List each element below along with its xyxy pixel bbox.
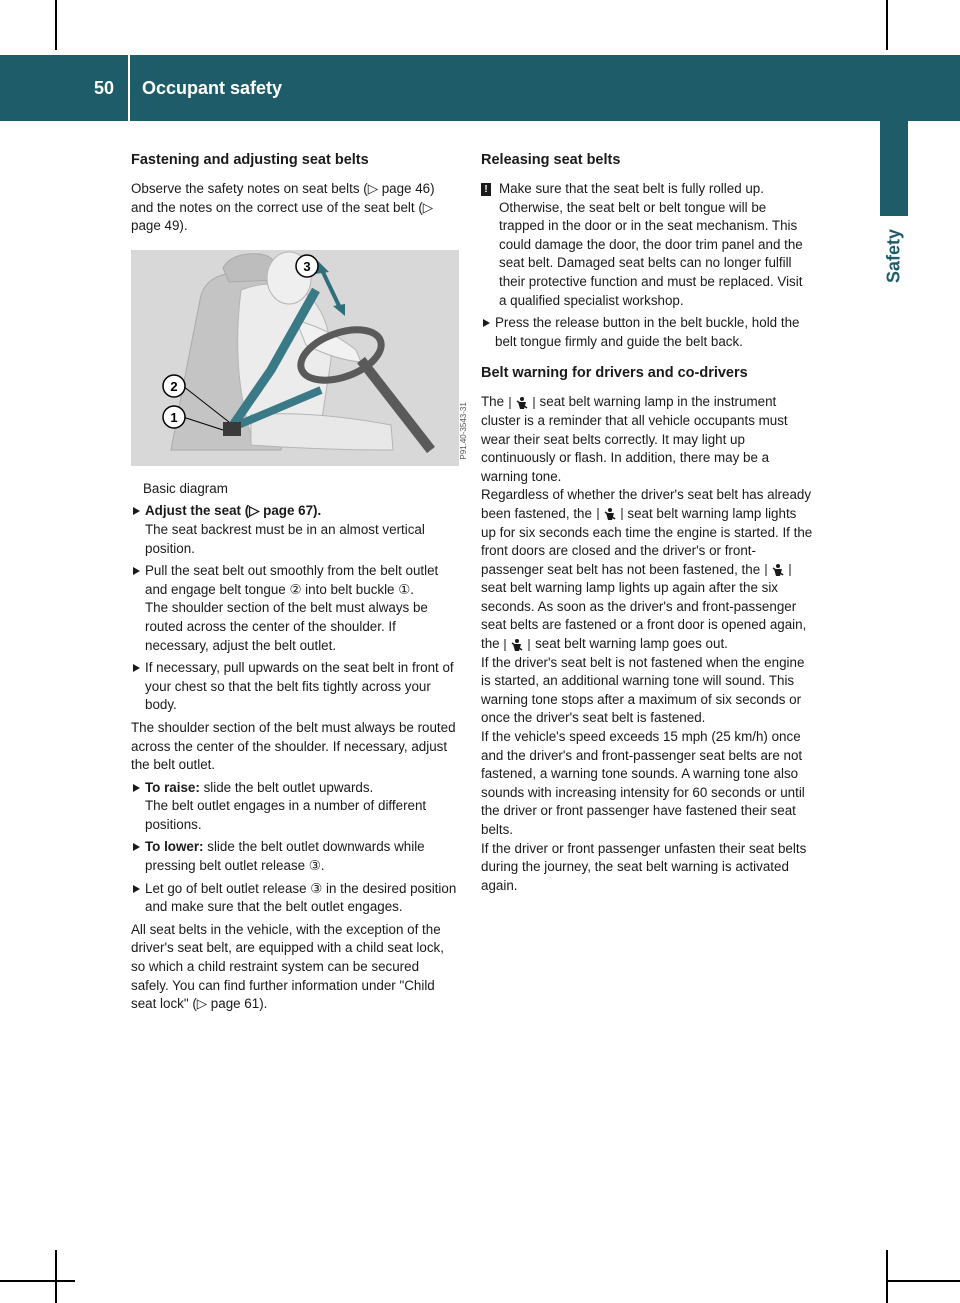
callout-1 [163, 406, 185, 428]
page-number: 50 [93, 78, 115, 98]
right-column [481, 150, 813, 895]
svg-text:2: 2 [170, 378, 178, 394]
seat-belt-warning-icon [596, 507, 624, 521]
header-divider [128, 55, 130, 121]
crop-mark [886, 1250, 888, 1303]
crop-mark [886, 0, 888, 50]
figure-caption: Basic diagram [143, 480, 228, 496]
warning-icon: ! [481, 183, 491, 196]
crop-mark [886, 1280, 960, 1282]
step-let-go: Let go of belt outlet release ③ in the desired position and make sure that the belt outlet engages. [131, 880, 459, 917]
shoulder-note: The shoulder section of the belt must always be routed across the center of the shoulder. If necessary, adjust the belt outlet. [131, 719, 456, 773]
belt-warning-unfasten: If the driver or front passenger unfasten their seat belts during the journey, the seat belt warning is activated again. [481, 840, 807, 893]
callout-3 [296, 255, 318, 277]
belt-warning-engine: If the driver's seat belt is not fastened when the engine is started, an additional warning tone will sound. This warning tone stops after a maximum of six seconds or once the driver's seat belt is fastened. [481, 654, 805, 726]
warning-note: ! Make sure that the seat belt is fully rolled up. Otherwise, the seat belt or belt tongue will be trapped in the door or in the seat mechanism. This could damage the door, the door trim panel and the seat belt. Damaged seat belts can no longer fulfill their protective function and must be replaced. Visit a qualified specialist workshop. [481, 180, 813, 310]
seat-belt-figure [131, 250, 468, 466]
heading-releasing: Releasing seat belts [481, 152, 621, 168]
crop-mark [55, 1250, 57, 1303]
step-raise: To raise: slide the belt outlet upwards. The belt outlet engages in a number of different positions. [131, 779, 459, 835]
belt-warning-intro: The seat belt warning lamp in the instrument cluster is a reminder that all vehicle occupants must wear their seat belts correctly. It may light up continuously or flash. In addition, there may be a warning tone. [481, 394, 788, 484]
crop-mark [55, 0, 57, 50]
belt-warning-speed: If the vehicle's speed exceeds 15 mph (25 km/h) once and the driver's and front-passenger seat belts are not fastened, a warning tone sounds. A warning tone also sounds with increasing intensity for 60 seconds or until the driver or front passenger have fastened their seat belts. [481, 729, 805, 837]
seat-belt-warning-icon [508, 396, 536, 410]
seat-belt-warning-icon [764, 563, 792, 577]
heading-fastening: Fastening and adjusting seat belts [131, 152, 369, 168]
heading-belt-warning: Belt warning for drivers and co-drivers [481, 365, 748, 382]
step-pull-belt: Pull the seat belt out smoothly from the belt outlet and engage belt tongue ② into belt buckle ①. The shoulder section of the belt must always be routed across the center of the shoulder. If necessary, adjust the belt outlet. [131, 562, 459, 655]
side-tab [880, 121, 908, 216]
side-tab-label: Safety [883, 228, 904, 284]
step-pull-upwards: If necessary, pull upwards on the seat belt in front of your chest so that the belt fits tightly across your body. [131, 659, 459, 715]
seat-belt-warning-icon [503, 638, 531, 652]
step-release: Press the release button in the belt buckle, hold the belt tongue firmly and guide the belt back. [481, 314, 813, 351]
figure-id: P91.40-3543-31 [458, 402, 468, 460]
seat-belt-illustration [131, 250, 459, 466]
callout-2 [163, 375, 185, 397]
step-lower: To lower: slide the belt outlet downwards while pressing belt outlet release ③. [131, 838, 459, 875]
intro-text: Observe the safety notes on seat belts (▷ page 46) and the notes on the correct use of the seat belt (▷ page 49). [131, 181, 435, 234]
crop-mark [0, 1280, 75, 1282]
section-title: Occupant safety [142, 78, 283, 98]
child-seat-note: All seat belts in the vehicle, with the exception of the driver's seat belt, are equipped with a child seat lock, so which a child restraint system can be secured safely. You can find further information under "Child seat lock" (▷ page 61). [131, 921, 444, 1012]
svg-text:1: 1 [170, 409, 178, 425]
belt-warning-regardless: Regardless of whether the driver's seat belt has already been fastened, the seat belt warning lamp lights up for six seconds each time the engine is started. If the front doors are closed and the driver's or front-passenger seat belt has not been fastened, the seat belt warning lamp lights up again after the six seconds. As soon as the driver's and front-passenger seat belts are fastened or a front door is opened again, the seat belt warning lamp goes out. [481, 487, 813, 652]
step-adjust-seat: Adjust the seat (▷ page 67). The seat backrest must be in an almost vertical position. [131, 502, 459, 558]
svg-text:3: 3 [303, 258, 311, 274]
left-column [131, 150, 468, 1014]
